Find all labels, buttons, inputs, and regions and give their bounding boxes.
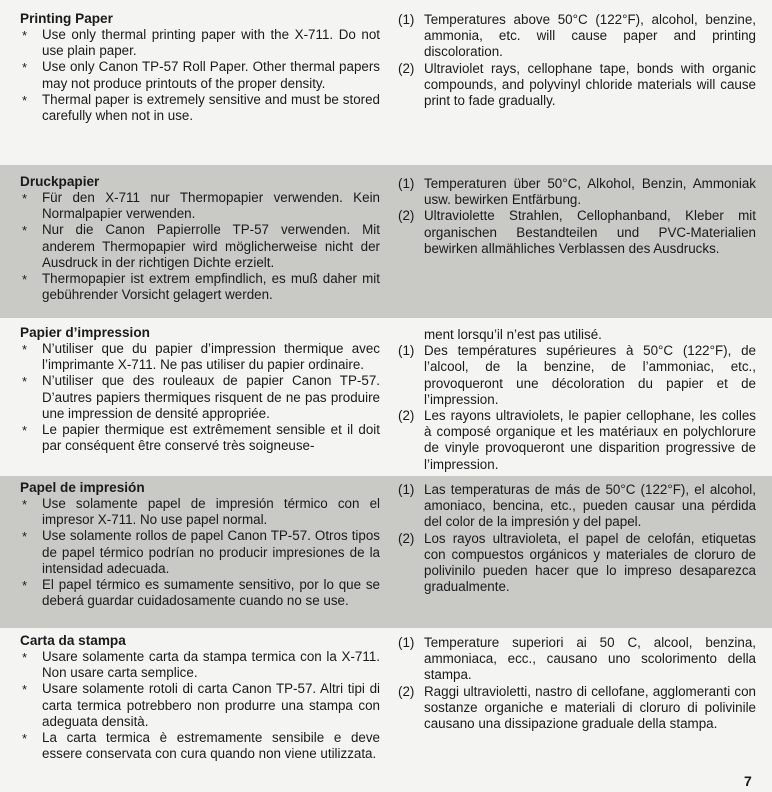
list-item (398, 408, 756, 473)
list-item (398, 12, 756, 61)
french-left-column (20, 325, 380, 454)
note-number: (1) (398, 12, 415, 27)
list-item: * Usare solamente rotoli di carta Canon TP-57. Altri tipi di carta termica potrebbero non produrre una stampa con adeguata densità. (20, 681, 380, 730)
section-heading: Printing Paper (20, 11, 113, 26)
list-item (398, 343, 756, 408)
note-text: Los rayos ultravioleta, el papel de celofán, etiquetas con compuestos orgánicos y materiales de cloruro de polivinilo pueden hacer que lo impreso desaparezca gradualmente. (424, 530, 756, 595)
list-item: * Thermal paper is extremely sensitive and must be stored carefully when not in use. (20, 92, 380, 124)
bullet-list (20, 190, 380, 303)
section-heading: Druckpapier (20, 174, 100, 189)
list-item: * Use only thermal printing paper with the X-711. Do not use plain paper. (20, 27, 380, 59)
german-right-column (398, 176, 756, 257)
list-item: * Use only Canon TP-57 Roll Paper. Other thermal papers may not produce printouts of the proper density. (20, 59, 380, 91)
note-text: Temperature superiori ai 50 C, alcool, benzina, ammoniaca, ecc., causano uno scolorimento della stampa. (424, 635, 756, 683)
bullet-list (20, 341, 380, 454)
section-heading: Carta da stampa (20, 633, 126, 648)
list-item: * N’utiliser que des rouleaux de papier Canon TP-57. D’autres papiers thermiques risquent de ne pas produire une impression de densité appropriée. (20, 373, 380, 422)
italian-left-column (20, 633, 380, 762)
list-item: * Thermopapier ist extrem empfindlich, es muß daher mit gebührender Vorsicht gelagert werden. (20, 271, 380, 303)
list-item (398, 684, 756, 733)
note-text: Temperatures above 50°C (122°F), alcohol, benzine, ammonia, etc. will cause paper and printing discoloration. (424, 12, 756, 60)
list-item (398, 208, 756, 257)
note-number: (2) (398, 408, 415, 424)
numbered-notes (398, 12, 756, 109)
bullet-list (20, 649, 380, 762)
page-number: 7 (744, 773, 752, 789)
note-number: (2) (398, 683, 415, 699)
list-item (398, 482, 756, 531)
numbered-notes (398, 343, 756, 473)
list-item: * La carta termica è estremamente sensibile e deve essere conservata con cura quando non viene utilizzata. (20, 730, 380, 762)
french-right-column (398, 327, 756, 473)
list-item: * Usare solamente carta da stampa termica con la X-711. Non usare carta semplice. (20, 649, 380, 681)
note-text: Ultraviolette Strahlen, Cellophanband, Kleber mit organischen Bestandteilen und PVC-Materialien bewirken allmähliches Verblassen des Ausdrucks. (424, 208, 756, 256)
english-left-column (20, 11, 380, 124)
section-german (0, 165, 772, 318)
list-item (398, 531, 756, 596)
list-item (398, 61, 756, 110)
list-item: * Nur die Canon Papierrolle TP-57 verwenden. Mit anderem Thermopapier wird möglicherweise nicht der Ausdruck in der richtigen Dichte erzielt. (20, 222, 380, 271)
note-text: Ultraviolet rays, cellophane tape, bonds with organic compounds, and polyvinyl chloride materials will cause print to fade gradually. (424, 60, 756, 109)
bullet-list (20, 27, 380, 124)
german-left-column (20, 174, 380, 303)
section-spanish (0, 476, 772, 628)
note-number: (2) (398, 530, 415, 546)
section-heading: Papier d’impression (20, 325, 150, 340)
section-english (0, 0, 772, 165)
spanish-left-column (20, 480, 380, 609)
italian-right-column (398, 635, 756, 732)
numbered-notes (398, 482, 756, 595)
note-number: (2) (398, 208, 415, 224)
list-item: * El papel térmico es sumamente sensitivo, por lo que se deberá guardar cuidadosamente cuando no se use. (20, 577, 380, 609)
note-number: (2) (398, 60, 415, 76)
bullet-list (20, 496, 380, 609)
english-right-column (398, 12, 756, 109)
list-item (398, 635, 756, 684)
numbered-notes (398, 635, 756, 732)
section-italian (0, 628, 772, 792)
note-text: Raggi ultravioletti, nastro di cellofane, agglomeranti con sostanze organiche e materiali di cloruro di polivinile causano una dissipazione graduale della stampa. (424, 683, 756, 732)
note-text: Las temperaturas de más de 50°C (122°F), el alcohol, amoniaco, bencina, etc., pueden causar una pérdida del color de la impresión y del papel. (424, 482, 756, 530)
section-heading: Papel de impresión (20, 480, 145, 495)
list-item: * Für den X-711 nur Thermopapier verwenden. Kein Normalpapier verwenden. (20, 190, 380, 222)
note-number: (1) (398, 482, 415, 497)
note-text: Temperaturen über 50°C, Alkohol, Benzin, Ammoniak usw. bewirken Entfärbung. (424, 176, 756, 208)
section-french (0, 318, 772, 476)
note-number: (1) (398, 635, 415, 650)
note-text: Des températures supérieures à 50°C (122°F), de l’alcool, de la benzine, de l’ammoniac, etc., provoqueront une décoloration du papier et de l’impression. (424, 343, 756, 407)
list-item: * N’utiliser que du papier d’impression thermique avec l’imprimante X-711. Ne pas utiliser du papier ordinaire. (20, 341, 380, 373)
note-number: (1) (398, 343, 415, 359)
list-item: * Use solamente papel de impresión térmico con el impresor X-711. No use papel normal. (20, 496, 380, 528)
list-item: * Use solamente rollos de papel Canon TP-57. Otros tipos de papel térmico podrían no producir impresiones de la intensidad adecuada. (20, 528, 380, 577)
list-item: * Le papier thermique est extrêmement sensible et il doit par conséquent être conservé très soigneuse- (20, 422, 380, 454)
numbered-notes (398, 176, 756, 257)
note-number: (1) (398, 176, 415, 191)
continuation-text: ment lorsqu’il n’est pas utilisé. (424, 327, 602, 342)
spanish-right-column (398, 482, 756, 595)
list-item (398, 176, 756, 208)
note-text: Les rayons ultraviolets, le papier cellophane, les colles à composé organique et les matériaux en polychlorure de vinyle provoqueront une disparition progressive de l’impression. (424, 408, 756, 472)
